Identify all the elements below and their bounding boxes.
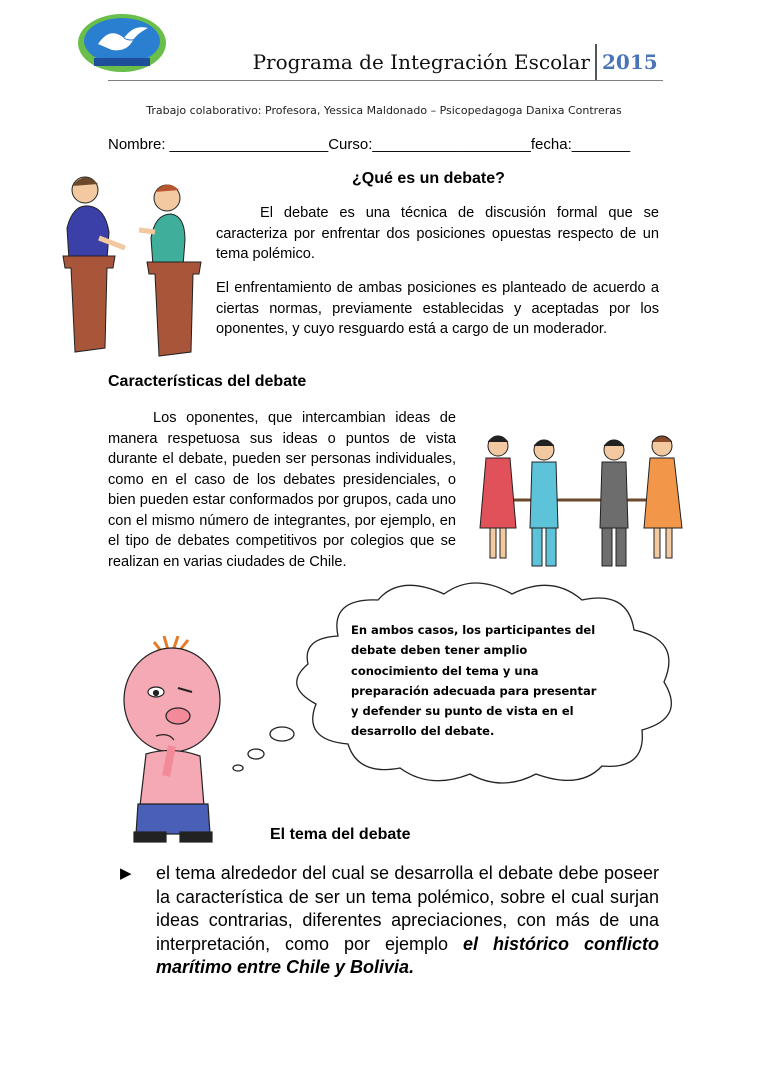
student-info-line: Nombre: ___________________Curso:___________________fecha:_______ bbox=[108, 136, 631, 153]
rules-paragraph: El enfrentamiento de ambas posiciones es planteado de acuerdo a ciertas normas, previamente establecidas y aceptadas por los oponentes, y cuyo resguardo está a cargo de un moderador. bbox=[216, 280, 659, 337]
thinking-boy-illustration bbox=[116, 636, 234, 844]
section-title-characteristics: Características del debate bbox=[108, 373, 307, 390]
topic-bullet-example: el histórico conflicto marítimo entre Chile y Bolivia. bbox=[156, 933, 659, 978]
tug-of-war-illustration bbox=[470, 428, 695, 573]
program-title: Programa de Integración Escolar bbox=[252, 50, 590, 74]
header-rule bbox=[108, 80, 663, 81]
cloud-text: En ambos casos, los participantes del debate deben tener amplio conocimiento del tema y una preparación adecuada para presentar y defender su punto de vista en el desarrollo del debate. bbox=[351, 623, 597, 739]
school-logo bbox=[76, 12, 168, 74]
header-divider bbox=[595, 44, 597, 80]
definition-paragraph: El debate es una técnica de discusión formal que se caracteriza por enfrentar dos posiciones opuestas respecto de un tema polémico. bbox=[216, 205, 659, 262]
program-year: 2015 bbox=[602, 50, 658, 74]
bullet-arrow-icon: ▶ bbox=[120, 865, 132, 882]
topic-bullet-plain: el tema alrededor del cual se desarrolla el debate debe poseer la característica de ser un tema polémico, sobre el cual surjan ideas contrarias, diferentes apreciaciones, con más de una interpretación, como por ejemplo bbox=[156, 863, 659, 954]
characteristics-paragraph: Los oponentes, que intercambian ideas de manera respetuosa sus ideas o puntos de vista durante el debate, pueden ser personas individuales, como en el caso de los debates presidenciales, o bien pueden estar conformados por grupos, cada uno con el mismo número de integrantes, por ejemplo, en el tipo de debates competitivos por colegios que se realizan en varias ciudades de Chile. bbox=[108, 410, 456, 570]
credits-line: Trabajo colaborativo: Profesora, Yessica Maldonado – Psicopedagoga Danixa Contreras bbox=[146, 104, 622, 117]
topic-bullet-text bbox=[156, 862, 659, 980]
debaters-illustration bbox=[55, 168, 215, 360]
section-title-topic: El tema del debate bbox=[270, 826, 411, 843]
section-title-what-is: ¿Qué es un debate? bbox=[352, 170, 505, 187]
